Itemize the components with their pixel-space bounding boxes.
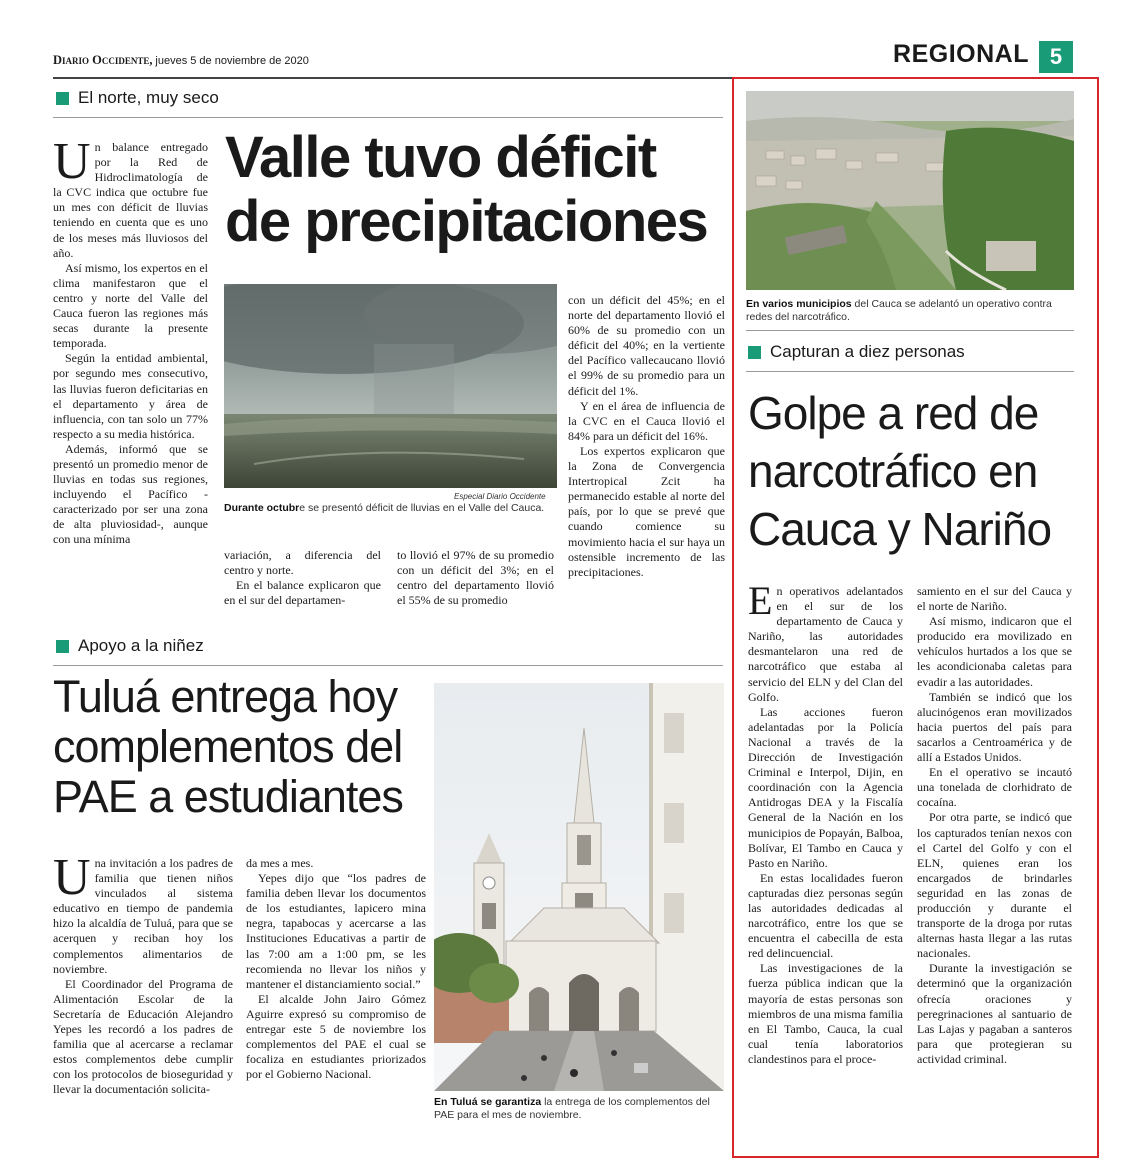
article1-col1 <box>53 140 208 620</box>
caption-text: e se presentó déficit de lluvias en el Valle del Cauca. <box>299 502 545 514</box>
article2-text: El alcalde John Jairo Gómez Aguirre expresó su compromiso de entregar este 5 de noviembre los complementos del PAE el cual se focaliza en estudiantes priorizados por el Gobierno Nacional. <box>246 991 426 1082</box>
article3-kicker-rule <box>746 371 1074 372</box>
kicker-square-icon <box>748 346 761 359</box>
article1-text: to llovió el 97% de su promedio con un déficit del 3%; en el centro del departamento llovió el 55% de su promedio <box>397 548 554 608</box>
article1-headline-line: de precipitaciones <box>225 189 708 254</box>
article1-kicker-text: El norte, muy seco <box>78 88 219 107</box>
church-photo <box>434 683 724 1091</box>
article1-col2 <box>224 548 381 620</box>
issue-date: jueves 5 de noviembre de 2020 <box>155 55 309 67</box>
rain-photo-image <box>224 284 557 488</box>
article2-headline-line: complementos del <box>53 721 403 772</box>
article3-text: También se indicó que los alucinógenos eran movilizados hacia puertos del país para sacarlos a Centroamérica y de allí a Estados Unidos. <box>917 689 1072 765</box>
article2-headline-line: PAE a estudiantes <box>53 771 403 822</box>
article3-col1 <box>748 584 903 1129</box>
article1-text: Además, informó que se presentó un promedio menor de lluvias en todas sus regiones, incluyendo el Pacífico -caracterizado por ser una zona de alta pluviosidad-, aunque con una mínima <box>53 441 208 547</box>
article2-kicker-rule <box>53 665 723 666</box>
aerial-photo-image <box>746 91 1074 290</box>
article3-dropcap: E <box>748 584 773 623</box>
church-photo-image <box>434 683 724 1091</box>
page-header <box>53 36 1073 76</box>
article3-caption-rule <box>746 330 1074 331</box>
article1-text: En el balance explicaron que en el sur del departamen- <box>224 578 381 608</box>
page-number: 5 <box>1039 41 1073 73</box>
article1-text: n balance entregado por la Red de Hidroclimatología de la CVC indica que octubre fue un mes con déficit de lluvias teniendo en cuenta que es uno de los meses más lluviosos del año. <box>53 140 208 260</box>
rain-photo <box>224 284 557 488</box>
masthead-line <box>53 53 309 68</box>
paper-name: Diario Occidente, <box>53 53 153 67</box>
article2-kicker-text: Apoyo a la niñez <box>78 636 204 655</box>
article2-headline <box>53 672 433 822</box>
church-photo-caption <box>434 1096 724 1121</box>
article1-text: Y en el área de influencia de la CVC en el Cauca llovió el 84% para un déficit del 16%. <box>568 398 725 443</box>
article3-kicker-text: Capturan a diez personas <box>770 342 965 361</box>
article2-text: El Coordinador del Programa de Alimentación Escolar de la Secretaría de Educación Alejandro Yepes les recordó a los padres de familia que al acercarse a reclamar estos complementos debe cumplir con los protocolos de bioseguridad y llevar la documentación solicita- <box>53 976 233 1097</box>
article1-headline-line: Valle tuvo déficit <box>225 125 656 190</box>
caption-text: la entrega de los complementos del PAE para el mes de noviembre. <box>434 1096 710 1121</box>
article1-text: variación, a diferencia del centro y norte. <box>224 548 381 578</box>
article3-text: Por otra parte, se indicó que los capturados tenían nexos con el Cartel del Golfo y con el ELN, quienes eran los encargados de brindarles seguridad en las zonas de producción y durante el transporte de la droga por rutas alternas hasta llegar a las rutas nacionales. <box>917 810 1072 961</box>
article2-text: da mes a mes. <box>246 856 314 870</box>
article2-kicker <box>56 636 204 656</box>
article2-col1 <box>53 856 233 1134</box>
rain-photo-credit: Especial Diario Occidente <box>454 492 546 501</box>
article3-text: En estas localidades fueron capturadas diez personas según las autoridades dedicadas al narcotráfico, entre los que se encuentra el cabecilla de esta red delincuencial. <box>748 870 903 961</box>
article3-text: Las acciones fueron adelantadas por la Policía Nacional a través de la Dirección de Investigación Criminal e Interpol, Dijin, en coordinación con la Agencia Antidrogas DEA y la Fiscalía General de la Nación en los municipios de Popayán, Balboa, Bolívar, El Tambo en Cauca y Pasto en Nariño. <box>748 704 903 870</box>
caption-lead: Durante octubr <box>224 502 300 514</box>
caption-lead: En Tuluá se garantiza <box>434 1096 542 1108</box>
article3-headline-line: Golpe a red de <box>748 387 1039 439</box>
article2-col2 <box>246 856 426 1134</box>
article3-text: Durante la investigación se determinó que la organización ofrecía oraciones y peregrinaciones al santuario de Las Lajas y pagaban a santeros para que protegieran su actividad criminal. <box>917 961 1072 1066</box>
article3-headline-line: Cauca y Nariño <box>748 503 1052 555</box>
article1-kicker-rule <box>53 117 723 118</box>
rain-photo-caption <box>224 502 557 515</box>
kicker-square-icon <box>56 640 69 653</box>
aerial-photo <box>746 91 1074 290</box>
aerial-photo-caption <box>746 298 1074 323</box>
article3-text: Así mismo, indicaron que el producido era movilizado en vehículos hurtados a los que se les acondicionaba caletas para evadir a las autoridades. <box>917 614 1072 689</box>
article2-dropcap: U <box>53 856 91 906</box>
article1-col4 <box>568 293 725 620</box>
caption-text: del Cauca se adelantó un operativo contra redes del narcotráfico. <box>746 298 1052 323</box>
article1-text: Los expertos explicaron que la Zona de Convergencia Intertropical Zcit ha permanecido estable al norte del país, por lo que se prevé que cuando comience su movimiento hacia el sur haya un ostensible incremento de las precipitaciones. <box>568 443 725 579</box>
article1-text: Así mismo, los expertos en el clima manifestaron que el centro y norte del Valle del Cauca fueron las regiones más secas durante la presente temporada. <box>53 260 208 351</box>
article1-text: Según la entidad ambiental, por segundo mes consecutivo, las lluvias fueron deficitarias en el departamento y área de influencia, con tan solo un 77% respecto a su media histórica. <box>53 351 208 441</box>
article3-headline <box>748 384 1078 558</box>
article3-col2 <box>917 584 1072 1129</box>
article1-col3 <box>397 548 554 620</box>
article1-headline <box>225 126 725 254</box>
kicker-square-icon <box>56 92 69 105</box>
article3-kicker <box>748 342 965 362</box>
article3-text: En el operativo se incautó una tonelada de clorhidrato de cocaína. <box>917 765 1072 810</box>
section-title: REGIONAL <box>893 40 1029 68</box>
article2-headline-line: Tuluá entrega hoy <box>53 671 398 722</box>
article2-text: na invitación a los padres de familia que tienen niños vinculados al sistema educativo en tiempo de pandemia hizo la alcaldía de Tuluá, para que se acerquen y reciban hoy los complementos alimentarios de noviembre. <box>53 856 233 976</box>
article1-text: con un déficit del 45%; en el norte del departamento llovió el 60% de su promedio con un déficit del 40%; en la vertiente del Pacífico vallecaucano llovió el 99% de su promedio para un déficit del 1%. <box>568 293 725 398</box>
article3-text: Las investigaciones de la fuerza pública indican que la mayoría de estas personas son miembros de una misma familia en El Tambo, Cauca, la cual cual tenía laboratorios clandestinos para el proce- <box>748 961 903 1066</box>
article3-headline-line: narcotráfico en <box>748 445 1038 497</box>
article2-text: Yepes dijo que “los padres de familia deben llevar los documentos de los estudiantes, lapicero mina negra, tapabocas y acercarse a las Instituciones Educativas a partir de las 7:00 am a 1:00 pm, se les recomienda no llevar los niños y mantener el distanciamiento social.” <box>246 871 426 991</box>
article1-kicker <box>56 88 219 108</box>
caption-lead: En varios municipios <box>746 298 852 310</box>
article3-text: n operativos adelantados en el sur de los departamento de Cauca y Nariño, las autoridades desmantelaron una red de narcotráfico que estaba al servicio del ELN y del Clan del Golfo. <box>748 584 903 704</box>
article1-dropcap: U <box>53 140 91 190</box>
article3-text: samiento en el sur del Cauca y el norte de Nariño. <box>917 584 1072 614</box>
